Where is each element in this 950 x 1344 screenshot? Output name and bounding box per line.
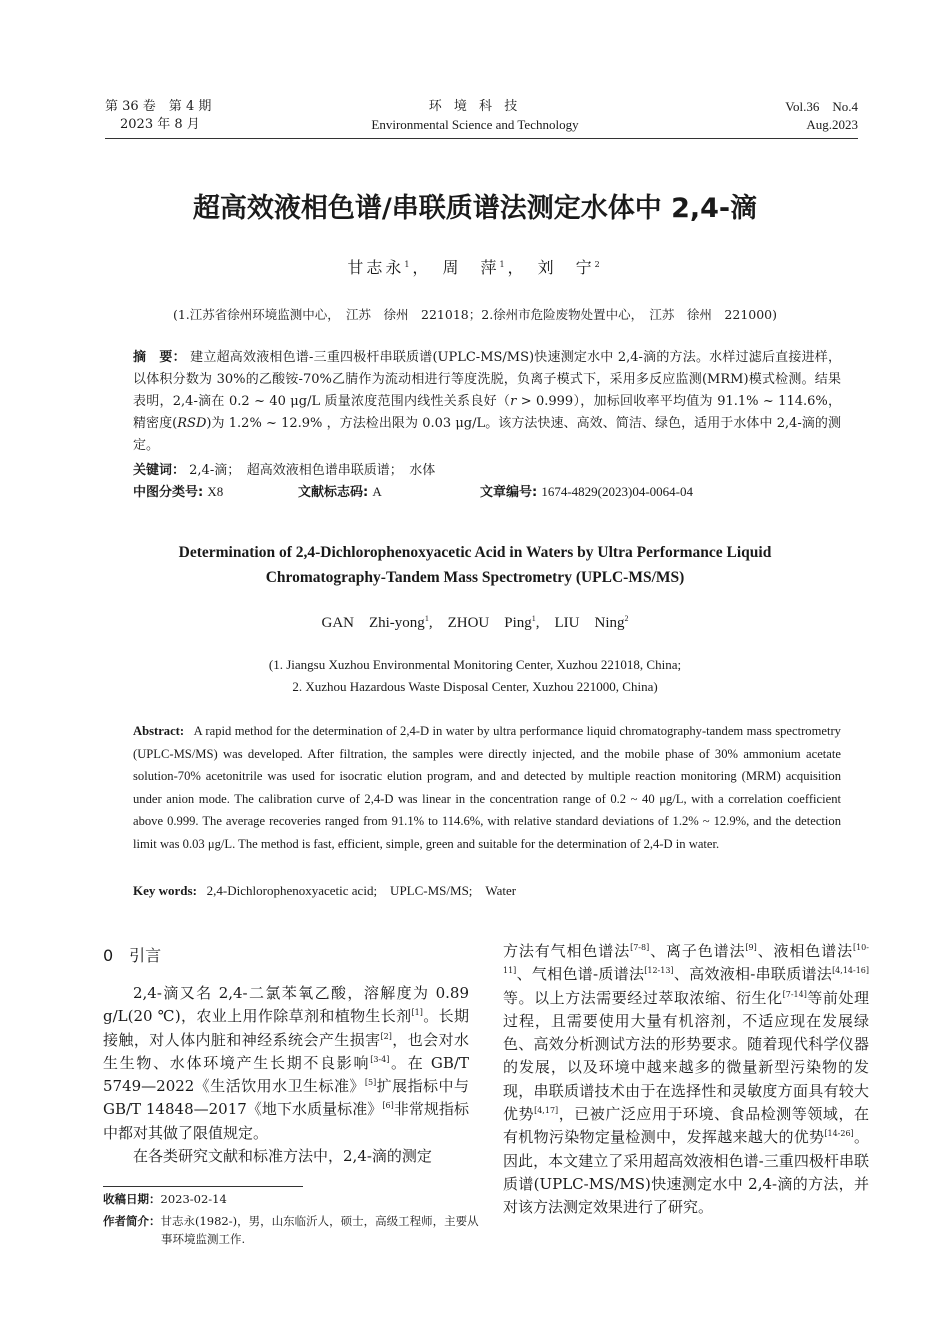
paragraph-text: ，已被广泛应用于环境、食品检测等领域，在有机物污染物定量检测中，发挥越来越大的优势: [503, 1105, 869, 1147]
author-affiliation-mark: 1: [404, 260, 413, 269]
author-separator: ，: [412, 258, 443, 277]
citation: [2]: [380, 1031, 392, 1041]
affiliation-en: [0, 654, 950, 698]
abstract-symbol: RSD: [177, 416, 207, 431]
document-code-label: 文献标志码:: [298, 485, 369, 500]
citation: [1]: [411, 1008, 423, 1018]
author-separator: ,: [428, 615, 448, 631]
received-label: 收稿日期：: [103, 1192, 161, 1206]
volume-issue-en: Vol.36 No.4: [785, 99, 858, 114]
clc-number: [133, 482, 223, 503]
author-name-en: ZHOU Ping: [447, 615, 532, 631]
abstract-text-cn: > 0.999），加标回收率平均值为 91.1% ~ 114.6%，精密度(: [133, 394, 841, 431]
abstract-cn: [133, 347, 841, 457]
keywords-cn: [133, 460, 841, 482]
article-title-cn: 超高效液相色谱/串联质谱法测定水体中 2,4-滴: [192, 193, 758, 224]
document-code: [298, 482, 382, 503]
author-name: 刘 宁: [537, 258, 595, 277]
keywords-label-cn: 关键词：: [133, 463, 186, 478]
citation: [14-26]: [824, 1129, 854, 1139]
article-title-en: [120, 540, 830, 590]
abstract-text-cn: )为 1.2% ~ 12.9% ，方法检出限为 0.03 μg/L。该方法快速、高效、简洁、绿色，适用于水体中 2,4-滴的测定。: [133, 416, 841, 453]
author-affiliation-mark: 1: [531, 614, 536, 623]
paragraph: [503, 940, 869, 1220]
article-number-label: 文章编号:: [480, 485, 538, 500]
journal-volume-issue: [105, 98, 211, 134]
author-separator: ,: [535, 615, 555, 631]
received-date: [103, 1190, 479, 1208]
author-affiliation-mark: 1: [424, 614, 429, 623]
paragraph-text: 。长期接触，对人体内脏和神经系统会产生损害: [103, 1007, 469, 1049]
citation: [6]: [382, 1101, 394, 1111]
publication-date-en: Aug.2023: [806, 117, 858, 132]
author-affiliation-mark: 2: [624, 614, 629, 623]
footnote-rule: [103, 1186, 303, 1187]
journal-name: [300, 98, 650, 134]
affiliation-cn: (1.江苏省徐州环境监测中心， 江苏 徐州 221018；2.徐州市危险废物处置中心， 江苏 徐州 221000): [172, 307, 778, 322]
paragraph-text: 方法有气相色谱法: [503, 942, 631, 960]
paragraph: [103, 1145, 469, 1168]
received-value: 2023-02-14: [160, 1192, 227, 1206]
paragraph-text: 等。以上方法需要经过萃取浓缩、衍生化: [503, 988, 783, 1007]
citation: [5]: [364, 1078, 377, 1088]
author-separator: ，: [507, 258, 538, 277]
paragraph-text: 在各类研究文献和标准方法中，2,4-滴的测定: [133, 1147, 432, 1166]
clc-label: 中图分类号:: [133, 485, 204, 500]
author-list-cn: [0, 255, 950, 278]
section-heading: 0 引言: [103, 946, 162, 965]
journal-volume-en: [785, 98, 858, 134]
author-bio-value: 甘志永(1982-)，男，山东临沂人，硕士，高级工程师，主要从事环境监测工作.: [160, 1214, 479, 1246]
paragraph-text: ，也会对水生生物、水体环境产生长期不良影响: [103, 1030, 469, 1072]
affiliation-en-line: 2. Xuzhou Hazardous Waste Disposal Center, Xuzhou 221000, China): [292, 679, 658, 694]
paragraph-text: 、离子色谱法: [649, 942, 746, 960]
author-name-en: GAN Zhi-yong: [321, 615, 425, 631]
abstract-en: [133, 720, 841, 856]
document-code-value: A: [372, 484, 382, 499]
citation: [4,14-16]: [832, 966, 869, 976]
keywords-en: [133, 880, 841, 899]
abstract-symbol: r: [510, 394, 517, 409]
abstract-label-cn: 摘 要：: [133, 350, 186, 365]
author-affiliation-mark: 1: [499, 260, 508, 269]
article-number: [480, 482, 693, 503]
citation: [10-11]: [503, 943, 869, 976]
paragraph-text: 非常规指标中都对其做了限值规定。: [103, 1100, 469, 1142]
citation: [12-13]: [644, 966, 674, 976]
keywords-label-en: Key words:: [133, 883, 197, 898]
citation: [9]: [745, 943, 757, 952]
author-name: 甘志永: [347, 258, 405, 277]
paragraph-text: 2,4-滴又名 2,4-二氯苯氧乙酸，溶解度为 0.89 g/L(20 ℃)，农业上用作除草剂和植物生长剂: [103, 984, 469, 1026]
author-bio: [103, 1212, 479, 1248]
journal-name-cn: 环 境 科 技: [428, 99, 522, 114]
body-column-left: [103, 982, 469, 1168]
abstract-label-en: Abstract:: [133, 724, 185, 738]
citation: [3-4]: [370, 1054, 390, 1064]
citation: [4,17]: [534, 1106, 559, 1116]
paragraph-text: 。在 GB/T 5749—2022《生活饮用水卫生标准》: [103, 1053, 469, 1096]
keywords-text-cn: 2,4-滴； 超高效液相色谱串联质谱； 水体: [189, 463, 436, 478]
paragraph: [103, 982, 469, 1145]
paragraph-text: 、高效液相-串联质谱法: [673, 965, 833, 984]
clc-value: X8: [207, 484, 224, 499]
abstract-text-cn: 建立超高效液相色谱-三重四极杆串联质谱(UPLC-MS/MS)快速测定水中 2,4-滴的方法。水样过滤后直接进样，以体积分数为 30%的乙酸铵-70%乙腈作为流动相进行等度洗脱，负离子模式下，采用多反应监测(MRM)模式检测。结果表明，2,4-滴在 0.2 ~ 40 μg/L 质量浓度范围内线性关系良好（: [133, 350, 841, 409]
journal-name-en: Environmental Science and Technology: [371, 117, 579, 132]
affiliation-en-line: (1. Jiangsu Xuzhou Environmental Monitoring Center, Xuzhou 221018, China;: [268, 657, 682, 672]
keywords-text-en: 2,4-Dichlorophenoxyacetic acid; UPLC-MS/MS; Water: [206, 883, 517, 898]
paragraph-text: 。因此，本文建立了采用超高效液相色谱-三重四极杆串联质谱(UPLC-MS/MS)快速测定水中 2,4-滴的方法，并对该方法测定效果进行了研究。: [503, 1128, 869, 1217]
publication-date: 2023 年 8 月: [120, 117, 200, 132]
volume-issue: 第 36 卷 第 4 期: [105, 99, 212, 114]
paragraph-text: 扩展指标中与 GB/T 14848—2017《地下水质量标准》: [103, 1077, 469, 1119]
author-affiliation-mark: 2: [594, 260, 603, 269]
author-list-en: [0, 611, 950, 632]
paragraph-text: 、气相色谱-质谱法: [516, 965, 645, 984]
citation: [7-8]: [630, 943, 650, 952]
body-column-right: [503, 940, 869, 1220]
header-rule: [105, 138, 858, 139]
author-name: 周 萍: [442, 258, 500, 277]
paragraph-text: 、液相色谱法: [756, 942, 853, 960]
article-number-value: 1674-4829(2023)04-0064-04: [541, 484, 693, 499]
abstract-text-en: A rapid method for the determination of 2,4-D in water by ultra performance liquid chromatography-tandem mass spectrometry (UPLC-MS/MS) was developed. After filtration, the samples were directly injected, and the mobile phase of 30% ammonium acetate solution-70% acetonitrile was used for isocratic elution program, and and detected by multiple reaction monitoring (MRM) acquisition under anion mode. The calibration curve of 2,4-D was linear in the concentration range of 0.2 ~ 40 μg/L, with a correlation coefficient above 0.999. The average recoveries ranged from 91.1% to 114.6%, with relative standard deviations of 1.2% ~ 12.9%, and the detection limit was 0.03 μg/L. The method is fast, efficient, simple, green and suitable for the determination of 2,4-D in water.: [133, 724, 841, 851]
article-title-en-line: Determination of 2,4-Dichlorophenoxyacetic Acid in Waters by Ultra Performance Liquid: [178, 544, 772, 561]
author-name-en: LIU Ning: [554, 615, 625, 631]
paragraph-text: 等前处理过程，且需要使用大量有机溶剂，不适应现在发展绿色、高效分析测试方法的形势要求。随着现代科学仪器的发展，以及环境中越来越多的微量新型污染物的发现，串联质谱技术由于在选择性和灵敏度方面具有较大优势: [503, 988, 869, 1124]
citation: [7-14]: [782, 989, 807, 999]
author-bio-label: 作者简介：: [103, 1214, 161, 1228]
article-title-en-line: Chromatography-Tandem Mass Spectrometry (UPLC-MS/MS): [265, 569, 685, 586]
